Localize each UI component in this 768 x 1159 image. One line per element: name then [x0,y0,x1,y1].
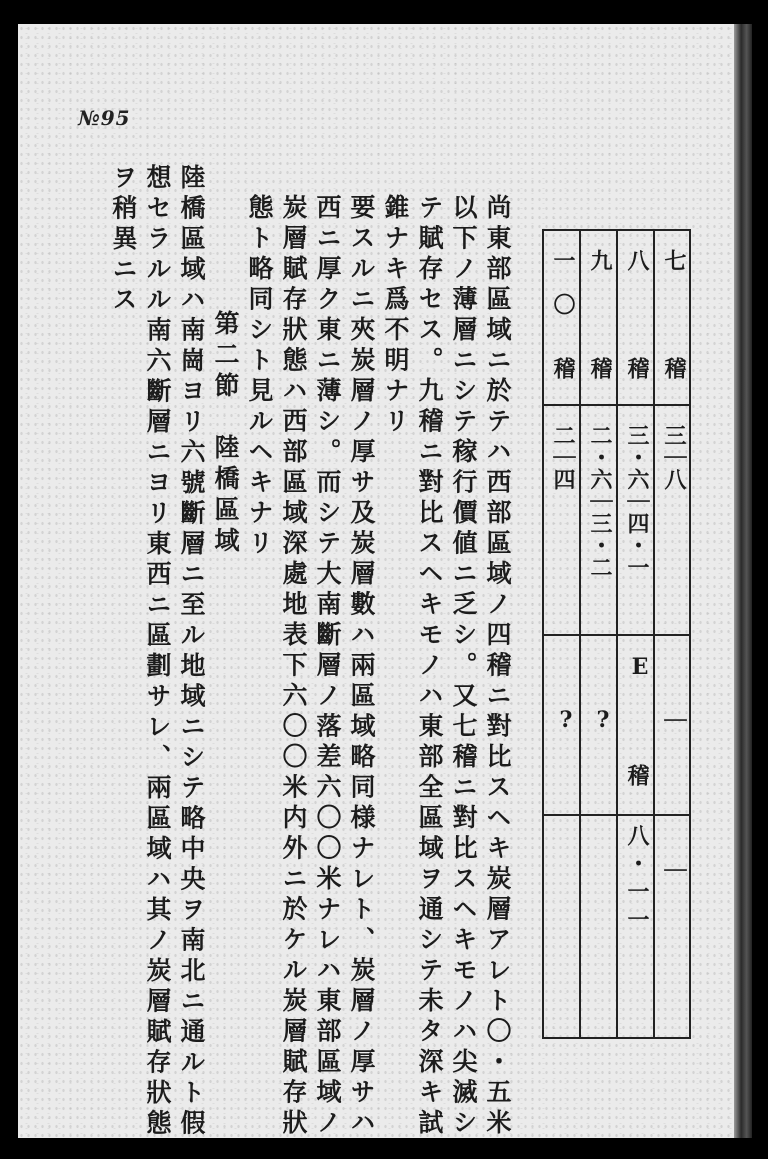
table-cell-cont2: 稽 八・一一 [624,764,650,936]
table-cell-cont: ? [553,707,579,733]
section-heading: 第二節 陸橋區域 [211,310,240,558]
coal-seam-table [542,229,690,1039]
table-cell-seam: 一〇 [550,249,576,337]
table-cell-cont: ｜ [661,709,687,731]
table-cell-seam: 九 [587,249,613,271]
table-cell-cont: ? [590,707,616,733]
section-text-column: 陸橋區域ハ南崗ヨリ六號斷層ニ至ル地域ニシテ略中央ヲ南北ニ通ルト假 [177,164,206,1140]
table-cell-unit: 稽 [587,357,613,379]
table-cell-unit: 稽 [624,357,650,379]
body-text-column: テ賦存セス。九稽ニ對比スヘキモノハ東部全區域ヲ通シテ未タ深キ試 [415,194,444,1140]
table-cell-thickness: 三｜八 [661,424,687,490]
body-text-column: 錐ナキ爲不明ナリ [381,194,410,438]
book-spine-edge [734,24,752,1138]
body-text-column: 以下ノ薄層ニシテ稼行價値ニ乏シ。又七稽ニ對比スヘキモノハ尖滅シ [449,194,478,1140]
table-cell-unit: 稽 [550,357,576,379]
table-cell-cont: E [627,654,653,680]
table-cell-thickness: 二・六｜三・二 [587,424,613,578]
table-cell-thickness: 二｜四 [550,424,576,490]
body-text-column: 要スルニ夾炭層ノ厚サ及炭層數ハ兩區域略同様ナレト、炭層ノ厚サハ [347,194,376,1140]
table-cell-seam: 七 [661,249,687,271]
table-cell-thickness: 三・六｜四・一 [624,424,650,578]
table-cell-seam: 八 [624,249,650,271]
body-text-column: 態ト略同シト見ルヘキナリ [245,194,274,560]
document-page [18,24,734,1138]
body-text-column: 西ニ厚ク東ニ薄シ。而シテ大南斷層ノ落差六〇〇米ナレハ東部區域ノ [313,194,342,1140]
body-text-column: 炭層賦存狀態ハ西部區域深處地表下六〇〇米内外ニ於ケル炭層賦存狀 [279,194,308,1140]
table-cell-cont2: ｜ [661,859,687,881]
table-cell-unit: 稽 [661,357,687,379]
body-text-column: 尚東部區域ニ於テハ西部區域ノ四稽ニ對比スヘキ炭層アレト〇・五米 [483,194,512,1140]
section-text-column: 想セラルル南六斷層ニヨリ東西ニ區劃サレ、兩區域ハ其ノ炭層賦存狀態 [143,164,172,1140]
section-text-column: ヲ稍異ニス [109,164,138,317]
page-number: №95 [78,106,131,130]
